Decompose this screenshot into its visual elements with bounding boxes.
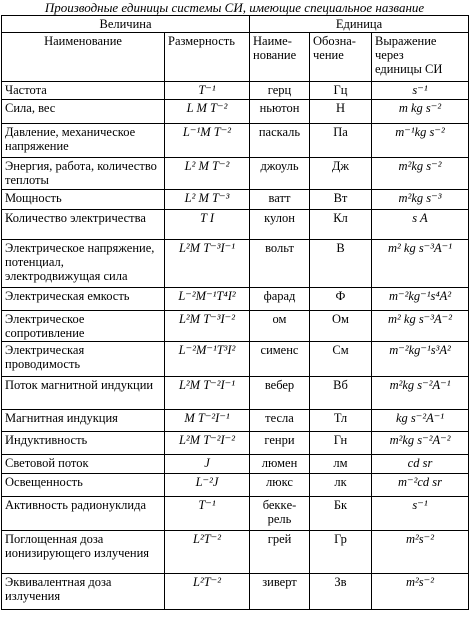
- quantity-name-cell: Поглощенная доза ионизирующего излучения: [2, 531, 165, 574]
- unit-symbol-cell: Дж: [310, 158, 372, 190]
- table-row: [2, 342, 469, 377]
- table-caption: Производные единицы системы СИ, имеющие специальное название: [44, 0, 425, 15]
- quantity-name-cell: Активность радионуклида: [2, 497, 165, 531]
- si-expression-cell: m²kg s⁻²: [372, 158, 469, 190]
- unit-symbol-cell: См: [310, 342, 372, 377]
- unit-symbol-cell: Кл: [310, 210, 372, 240]
- dimension-cell: L²M T⁻³I⁻²: [165, 311, 250, 342]
- si-expression-cell: kg s⁻²A⁻¹: [372, 410, 469, 432]
- unit-name-cell: ватт: [250, 190, 310, 210]
- unit-name-cell: генри: [250, 432, 310, 455]
- unit-name-cell: люкс: [250, 474, 310, 497]
- quantity-name-cell: Поток магнитной индукции: [2, 377, 165, 410]
- quantity-name-cell: Давление, механическое напряжение: [2, 124, 165, 158]
- quantity-name-cell: Энергия, работа, количество теплоты: [2, 158, 165, 190]
- si-expression-cell: cd sr: [372, 455, 469, 474]
- dimension-cell: L²M T⁻³I⁻¹: [165, 240, 250, 288]
- dimension-cell: L⁻²M⁻¹T³I²: [165, 342, 250, 377]
- unit-symbol-cell: Гр: [310, 531, 372, 574]
- quantity-name-cell: Частота: [2, 82, 165, 100]
- quantity-name-cell: Эквивалентная доза излучения: [2, 574, 165, 610]
- quantity-name-cell: Электрическая емкость: [2, 288, 165, 311]
- dimension-cell: L⁻²J: [165, 474, 250, 497]
- table-row: [2, 210, 469, 240]
- si-expression-cell: s A: [372, 210, 469, 240]
- group-header-quantity: Величина: [2, 16, 250, 33]
- quantity-name-cell: Индуктивность: [2, 432, 165, 455]
- unit-symbol-cell: Ф: [310, 288, 372, 311]
- dimension-cell: L⁻²M⁻¹T⁴I²: [165, 288, 250, 311]
- table-row: [2, 432, 469, 455]
- column-header-symbol: Обозна- чение: [310, 33, 372, 82]
- table-row: [2, 410, 469, 432]
- si-expression-cell: s⁻¹: [372, 82, 469, 100]
- unit-name-cell: паскаль: [250, 124, 310, 158]
- unit-name-cell: беккe- рель: [250, 497, 310, 531]
- table-row: [2, 311, 469, 342]
- dimension-cell: L²T⁻²: [165, 574, 250, 610]
- si-expression-cell: m²s⁻²: [372, 531, 469, 574]
- quantity-name-cell: Магнитная индукция: [2, 410, 165, 432]
- table-row: [2, 455, 469, 474]
- unit-name-cell: вебер: [250, 377, 310, 410]
- table-row: [2, 82, 469, 100]
- table-row: [2, 377, 469, 410]
- unit-symbol-cell: Ом: [310, 311, 372, 342]
- quantity-name-cell: Электрическое сопротивление: [2, 311, 165, 342]
- unit-name-cell: джоуль: [250, 158, 310, 190]
- dimension-cell: T⁻¹: [165, 82, 250, 100]
- column-header-name: Наименование: [2, 33, 165, 82]
- unit-symbol-cell: Па: [310, 124, 372, 158]
- dimension-cell: L²T⁻²: [165, 531, 250, 574]
- unit-name-cell: ньютон: [250, 100, 310, 124]
- unit-name-cell: сименс: [250, 342, 310, 377]
- unit-name-cell: фарад: [250, 288, 310, 311]
- si-expression-cell: m⁻¹kg s⁻²: [372, 124, 469, 158]
- unit-symbol-cell: лм: [310, 455, 372, 474]
- unit-symbol-cell: Гн: [310, 432, 372, 455]
- table-row: [2, 124, 469, 158]
- si-expression-cell: m² kg s⁻³A⁻²: [372, 311, 469, 342]
- table-body: [2, 82, 469, 610]
- table-row: [2, 158, 469, 190]
- table-row: [2, 497, 469, 531]
- si-expression-cell: m⁻²kg⁻¹s³A²: [372, 342, 469, 377]
- column-header-expression: Выражение через единицы СИ: [372, 33, 469, 82]
- table-row: [2, 574, 469, 610]
- si-expression-cell: m kg s⁻²: [372, 100, 469, 124]
- unit-name-cell: тесла: [250, 410, 310, 432]
- unit-symbol-cell: Бк: [310, 497, 372, 531]
- unit-name-cell: вольт: [250, 240, 310, 288]
- table-row: [2, 474, 469, 497]
- dimension-cell: T⁻¹: [165, 497, 250, 531]
- column-header-unit-name: Наиме- нование: [250, 33, 310, 82]
- unit-symbol-cell: Вб: [310, 377, 372, 410]
- unit-symbol-cell: В: [310, 240, 372, 288]
- si-expression-cell: m⁻²kg⁻¹s⁴A²: [372, 288, 469, 311]
- column-header-dimension: Размерность: [165, 33, 250, 82]
- quantity-name-cell: Мощность: [2, 190, 165, 210]
- table-row: [2, 100, 469, 124]
- unit-symbol-cell: Тл: [310, 410, 372, 432]
- unit-symbol-cell: Гц: [310, 82, 372, 100]
- dimension-cell: L²M T⁻²I⁻¹: [165, 377, 250, 410]
- unit-name-cell: герц: [250, 82, 310, 100]
- table-row: [2, 531, 469, 574]
- dimension-cell: L² M T⁻²: [165, 158, 250, 190]
- dimension-cell: M T⁻²I⁻¹: [165, 410, 250, 432]
- dimension-cell: J: [165, 455, 250, 474]
- group-header-unit: Единица: [250, 16, 469, 33]
- unit-symbol-cell: лк: [310, 474, 372, 497]
- unit-name-cell: грей: [250, 531, 310, 574]
- table-row: [2, 190, 469, 210]
- si-units-table: [1, 15, 469, 610]
- unit-symbol-cell: Вт: [310, 190, 372, 210]
- dimension-cell: L²M T⁻²I⁻²: [165, 432, 250, 455]
- dimension-cell: T I: [165, 210, 250, 240]
- unit-name-cell: ом: [250, 311, 310, 342]
- unit-symbol-cell: Н: [310, 100, 372, 124]
- unit-symbol-cell: Зв: [310, 574, 372, 610]
- quantity-name-cell: Электрическое напряжение, потенциал, электродвижущая сила: [2, 240, 165, 288]
- quantity-name-cell: Световой поток: [2, 455, 165, 474]
- si-expression-cell: m²kg s⁻²A⁻¹: [372, 377, 469, 410]
- unit-name-cell: кулон: [250, 210, 310, 240]
- quantity-name-cell: Освещенность: [2, 474, 165, 497]
- si-expression-cell: m²s⁻²: [372, 574, 469, 610]
- quantity-name-cell: Электрическая проводимость: [2, 342, 165, 377]
- table-row: [2, 288, 469, 311]
- si-expression-cell: m² kg s⁻³A⁻¹: [372, 240, 469, 288]
- si-expression-cell: m⁻²cd sr: [372, 474, 469, 497]
- si-expression-cell: s⁻¹: [372, 497, 469, 531]
- si-expression-cell: m²kg s⁻²A⁻²: [372, 432, 469, 455]
- unit-name-cell: люмен: [250, 455, 310, 474]
- quantity-name-cell: Сила, вес: [2, 100, 165, 124]
- dimension-cell: L M T⁻²: [165, 100, 250, 124]
- dimension-cell: L⁻¹M T⁻²: [165, 124, 250, 158]
- quantity-name-cell: Количество электричества: [2, 210, 165, 240]
- unit-name-cell: зиверт: [250, 574, 310, 610]
- table-row: [2, 240, 469, 288]
- si-expression-cell: m²kg s⁻³: [372, 190, 469, 210]
- dimension-cell: L² M T⁻³: [165, 190, 250, 210]
